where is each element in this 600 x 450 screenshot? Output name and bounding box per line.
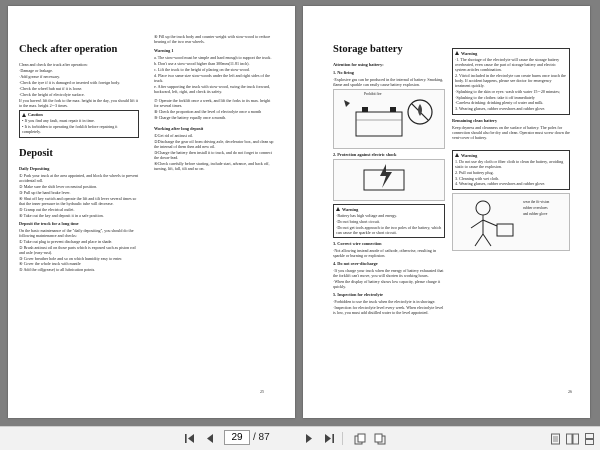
text-line: If you haven't lift the fork to the max. height in the day, you should lift it to the max. height 2∼3 times. <box>19 97 138 108</box>
text-line: Clean and check the truck after operation: <box>19 62 88 67</box>
warning-heading: Warning 1 <box>154 48 174 54</box>
warning-line: 2. Pull out battery plug. <box>455 169 494 175</box>
text-line: ·When the display of battery shows low capacity, please charge it quickly. <box>333 279 441 290</box>
warning-line: ·Do not bring short circuit. <box>336 218 380 224</box>
list-item: ⑧ Check the proportion and the level of electrolyte once a month <box>154 108 262 114</box>
list-item: ④ Cover the whole truck with mantle <box>19 261 81 267</box>
subheading-wire-connection: 3. Correct wire connection <box>333 241 382 247</box>
list-item: ① Take out plug to prevent discharge and place in shade. <box>19 238 113 244</box>
caution-box <box>19 110 139 138</box>
warning-triangle-icon <box>336 207 340 211</box>
warning-line: ·Battery has high voltage and energy. <box>336 212 398 218</box>
subheading-no-firing: 1. No firing <box>333 70 354 76</box>
warning-line: ·Splashing to the skin or eyes: wash with water 15∼20 minutes; <box>455 88 561 94</box>
warning-title: Warning <box>342 206 359 212</box>
page-indicator <box>224 430 300 445</box>
list-item: c. Lift the truck to the height of placing on the stow-wood. <box>154 67 250 73</box>
page-number: 25 <box>260 389 264 394</box>
last-page-icon <box>324 433 335 444</box>
right-column-1 <box>333 34 445 316</box>
total-pages-label: / 87 <box>253 432 270 443</box>
go-back-button[interactable] <box>352 431 367 446</box>
page-left <box>8 6 295 418</box>
continuous-scroll-icon <box>584 433 595 445</box>
list-item: d. Place two same size stow-woods under the left and right sides of the truck. <box>154 72 270 83</box>
illustration-label: Prohibit fire <box>364 92 382 97</box>
pdf-toolbar <box>0 426 600 450</box>
caution-line: • If you find any fault, must repair it in time. <box>22 118 95 124</box>
list-item: ④ Shut off key switch and operate the lift and tilt lever several times so that the inner pressure in the hydraulic tube will decrease. <box>19 195 137 206</box>
list-item: ⑤ Cramp out the electrical outlet. <box>19 206 75 212</box>
list-item: ③Charge the battery then install it to truck, and do not forget to connect the down-lead. <box>154 149 272 160</box>
left-column-1 <box>19 34 139 273</box>
subheading-working-after-deposit: Working after long deposit <box>154 125 204 131</box>
back-view-icon <box>354 433 366 445</box>
list-item: ② Make sure the shift lever on neutral position. <box>19 183 98 189</box>
text-line: ·Check the wheel hub nut if it is loose. <box>19 85 83 91</box>
text-line: ·Add grease if necessary. <box>19 73 61 79</box>
lightning-icon <box>334 160 444 198</box>
warning-line: ·Do not get tools approach to the two poles of the battery, which can cause the sparkle or short circuit. <box>336 224 442 235</box>
list-item: a. The stow-wood must be simple and hard enough to support the truck. <box>154 55 272 61</box>
text-line: ⑥ Fill up the truck body and counter weight with stow-wood to reduce bearing of the two rear wheels. <box>154 34 271 45</box>
first-page-button[interactable] <box>182 431 197 446</box>
forward-view-icon <box>374 433 386 445</box>
text-line: ·Check the tyre if it is damaged or inserted with foreign body. <box>19 79 121 85</box>
previous-page-icon <box>204 433 215 444</box>
text-line: ·Inspection for electrolyte level every week. When electrolyte level is low, you must add distilled water to the level appointed. <box>333 305 444 316</box>
warning-line: 3. Cleaning with wet cloth. <box>455 175 500 181</box>
text-line: On the basic maintenance of the "daily depositing", you should do the following maintenance and checks: <box>19 227 134 238</box>
subheading-attention: Attention for using battery: <box>333 62 384 67</box>
warning-title: Warning <box>461 50 478 56</box>
list-item: ①Get rid of antirust oil. <box>154 132 194 138</box>
heading-check-after-operation: Check after operation <box>19 44 118 55</box>
warning-box-cleaning <box>452 150 570 190</box>
text-line: ·Damage or leakage. <box>19 67 53 73</box>
warning-title: Warning <box>154 48 171 54</box>
illustration-label: and rubber glove <box>523 211 548 216</box>
first-page-icon <box>184 433 195 444</box>
warning-box-electrolyte <box>452 48 570 115</box>
list-item: ⑤ Add the oil(grease) to all lubrication points. <box>19 267 96 273</box>
single-page-view-button[interactable] <box>548 431 563 446</box>
warning-line: 3. Wearing glasses, rubber overshoes and rubber glove. <box>455 106 546 112</box>
subheading-over-discharge: 4. Do not over-discharge <box>333 261 378 267</box>
single-page-icon <box>550 433 561 445</box>
list-item: ③ Cover breather hole and so on which humidity easy to enter. <box>19 255 123 261</box>
list-item: ⑦ Operate the forklift once a week, and lift the forks to its max. height for several times. <box>154 97 271 108</box>
next-page-button[interactable] <box>302 431 317 446</box>
text-line: Keep dryness and cleanness on the surface of battery. The poles for connection should also be dry and clean. Operator must screw down the vent-cover of battery. <box>452 124 570 140</box>
next-page-icon <box>304 433 315 444</box>
warning-title: Warning <box>461 152 478 158</box>
heading-storage-battery: Storage battery <box>333 44 403 55</box>
list-item: ① Park your truck at the area appointed, and block the wheels to prevent accidental roll. <box>19 172 139 183</box>
caution-line: • It is forbidden to operating the forklift before repairing it completely. <box>22 124 118 135</box>
list-item: b. Don't use a stow-wood higher than 300mm(11.81 inch). <box>154 61 250 67</box>
list-item: ④Check carefully before starting, include start, advance, and back off, turning, lift, fall, tilt and so on. <box>154 160 270 171</box>
warning-line: ·Careless drinking: drinking plenty of water and milk. <box>455 100 544 106</box>
text-line: ·Explosive gas can be produced in the internal of battery. Smoking, flame and sparkle can easily cause battery explosion. <box>333 77 444 88</box>
worker-icon <box>453 194 569 248</box>
subheading-electric-shock: 2. Protection against electric shock <box>333 152 397 158</box>
two-page-icon <box>566 433 579 445</box>
scroll-view-button[interactable] <box>582 431 597 446</box>
text-line: ·Forbidden to use the truck when the electrolyte is in shortage. <box>333 299 436 305</box>
left-column-2 <box>154 34 274 172</box>
list-item: e. After supporting the truck with stow-wood, swing the truck forward, backward, left, right, and check its safety. <box>154 83 271 94</box>
illustration-label: rubber overshoes <box>523 205 548 210</box>
subheading-long-deposit: Deposit the truck for a long time <box>19 220 79 226</box>
text-line: ·If you charge your truck when the energy of battery exhausted that the forklift can't move, you will shorten its working hours. <box>333 268 444 279</box>
subheading-remaining-clean: Remaining clean battery <box>452 117 498 123</box>
list-item: ⑥ Take out the key and deposit it in a safe position. <box>19 212 104 218</box>
prohibit-fire-illustration <box>333 89 445 149</box>
list-item: ③ Pull up the hand brake lever. <box>19 189 71 195</box>
heading-deposit: Deposit <box>19 147 53 159</box>
list-item: ②Discharge the gear oil from driving axle, decelerator box, and clean up the internal of them then add new oil. <box>154 138 274 149</box>
warning-triangle-icon <box>22 113 26 117</box>
two-page-view-button[interactable] <box>565 431 580 446</box>
right-column-2 <box>452 46 570 254</box>
warning-line: 1. Do not use dry cloth or fiber cloth to clean the battery, avoiding static to cause the explosion. <box>455 158 564 169</box>
battery-fire-icon <box>334 90 444 146</box>
warning-line: ·Splashing to the clothes: take it off immediately <box>455 94 535 100</box>
previous-page-button[interactable] <box>202 431 217 446</box>
warning-line: 4. Wearing glasses, rubber overshoes and rubber glove. <box>455 181 546 187</box>
list-item: ② Brush antirust oil on those parts which is exposed such as piston rod and axle (easy-rust). <box>19 244 136 255</box>
list-item: ⑨ Charge the battery equally once a month. <box>154 114 227 120</box>
caution-title: Caution <box>28 112 43 118</box>
warning-triangle-icon <box>455 51 459 55</box>
page-number-input[interactable] <box>224 430 250 445</box>
warning-box-voltage <box>333 204 445 238</box>
subheading-daily-depositing: Daily Depositing <box>19 165 50 171</box>
warning-line: 2. Vitriol included in the electrolyte can create burns once touch the body. If accident happens, please see doctor for emergency treatment quickly. <box>455 72 566 88</box>
warning-line: ·1. The shortage of the electrolyte will cause the storage battery overheated, even cause the part of storage battery and electric system articles combination. <box>455 56 560 72</box>
illustration-label: wear the fit-vision <box>523 199 550 204</box>
subheading-electrolyte: 5. Inspection for electrolyte <box>333 292 383 298</box>
text-line: ·Not allowing instead anode of cathode, otherwise, resulting in sparkle or burning or explosion. <box>333 248 436 259</box>
go-forward-button[interactable] <box>372 431 387 446</box>
last-page-button[interactable] <box>322 431 337 446</box>
page-number: 26 <box>568 389 572 394</box>
protective-gear-illustration <box>452 193 570 251</box>
warning-triangle-icon <box>455 153 459 157</box>
page-right <box>303 6 590 418</box>
text-line: ·Check the height of electrolyte surface. <box>19 91 85 97</box>
electric-shock-illustration <box>333 159 445 201</box>
